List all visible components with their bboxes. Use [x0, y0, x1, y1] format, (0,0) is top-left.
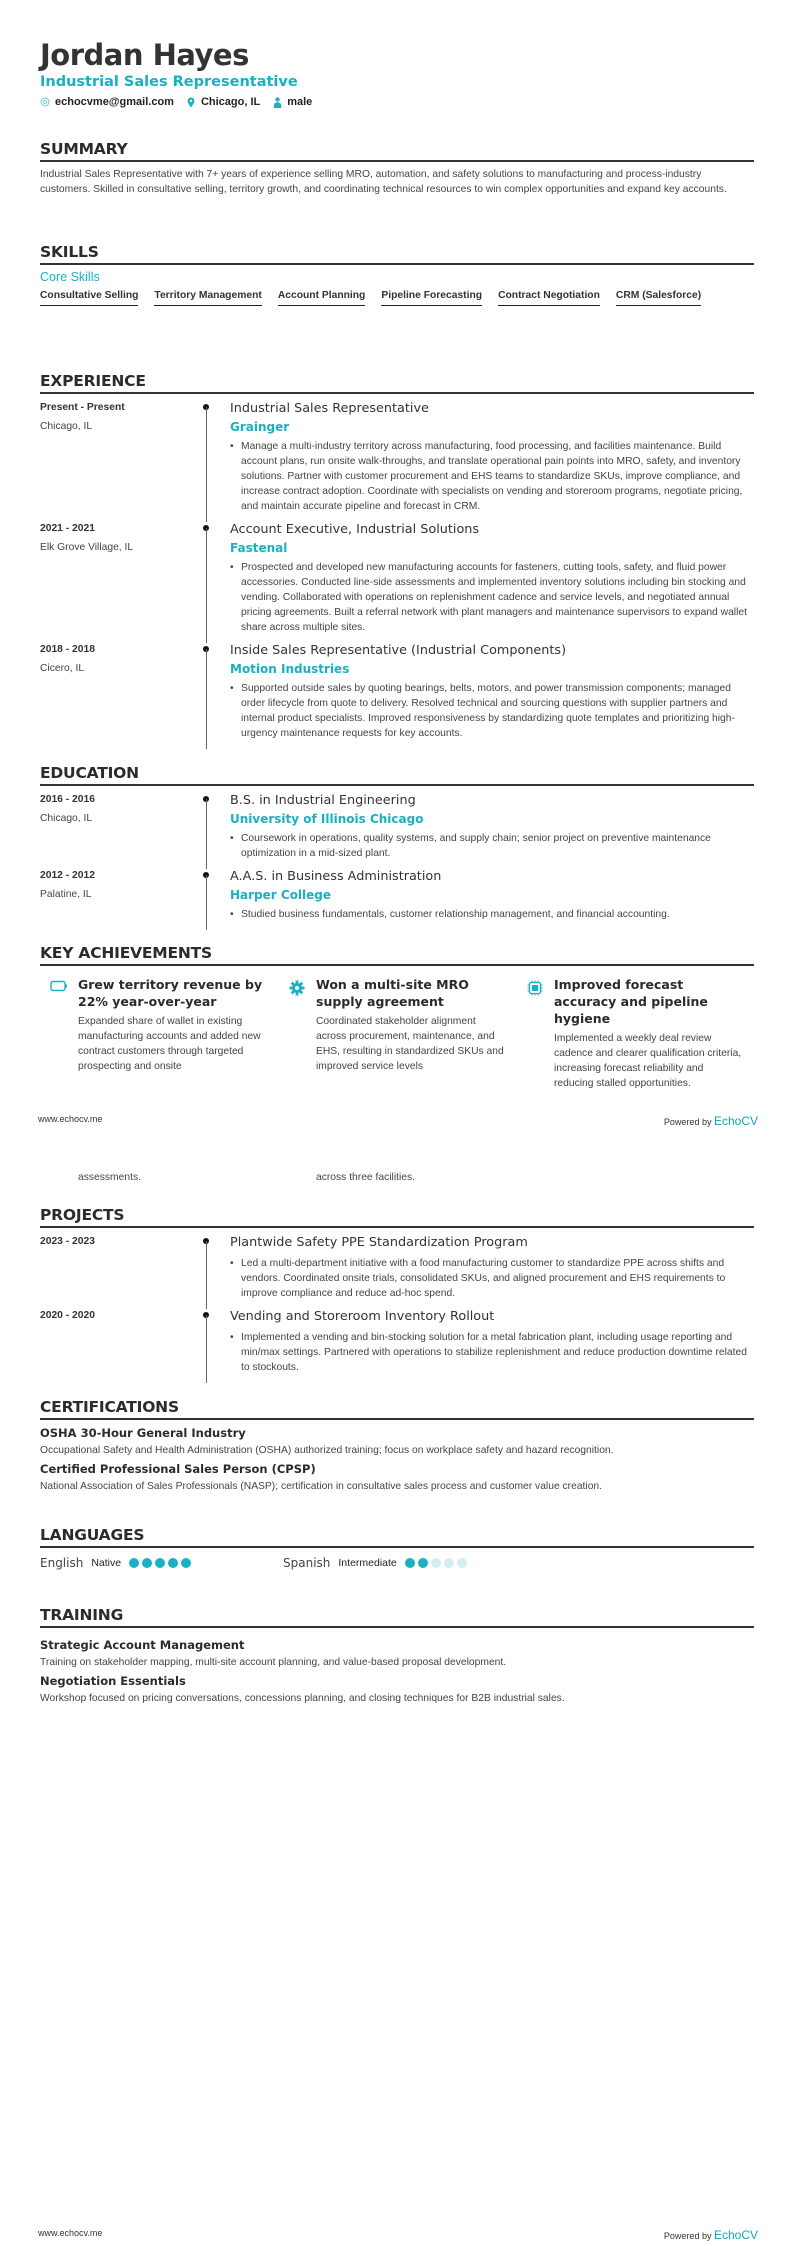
- timeline-marker: [202, 401, 230, 522]
- training-title: Negotiation Essentials: [40, 1674, 186, 1688]
- entry-role: Inside Sales Representative (Industrial Components): [230, 643, 567, 658]
- training-desc: Workshop focused on pricing conversations, concessions planning, and closing techniques for B2B industrial sales.: [40, 1693, 565, 1704]
- entry-bullet: • Supported outside sales by quoting bearings, belts, motors, and power transmission components; managed order lifecycle from quote to delivery. Resolved technical and sourcing questions with supplier partners and internal product specialists. Improved responsiveness by standardizing quote templates and prioritizing high-urgency maintenance requests for key accounts.: [230, 683, 735, 739]
- page-footer: [38, 2228, 758, 2242]
- entry-company: Motion Industries: [230, 662, 350, 676]
- contact-location-text: Chicago, IL: [200, 96, 261, 108]
- contact-email[interactable]: [40, 96, 174, 108]
- section-heading: CERTIFICATIONS: [40, 1398, 754, 1420]
- entry-bullet: • Prospected and developed new manufacturing accounts for fasteners, cutting tools, safety, and fluid power accessories. Conducted line-side assessments and implemented inventory solutions including bin stocking and vending. Collaborated with operations on replenishment cadence and service levels, and negotiated annual pricing agreements. Built a referral network with plant managers and maintenance supervisors to expand wallet share across multiple sites.: [230, 562, 747, 633]
- language-name: English: [40, 1556, 84, 1570]
- footer-powered: Powered by EchoCV: [663, 2228, 758, 2242]
- map-pin-icon: [186, 96, 196, 108]
- person-icon: [272, 96, 282, 108]
- achievement-desc: Implemented a weekly deal review cadence and clearer qualification criteria, increasing forecast reliability and reducing stalled opportunities.: [554, 1033, 742, 1089]
- proficiency-dots: [405, 1558, 467, 1568]
- language-item: [40, 1556, 283, 1570]
- achievements-section: [40, 944, 754, 1091]
- entry-location: Elk Grove Village, IL: [40, 542, 134, 553]
- entry-date: 2023 - 2023: [40, 1236, 95, 1247]
- entry-school: Harper College: [230, 888, 332, 902]
- skill-tag: Account Planning: [278, 290, 366, 306]
- footer-powered: Powered by EchoCV: [663, 1114, 758, 1128]
- entry-bullet: • Led a multi-department initiative with a food manufacturing customer to standardize PPE across shifts and vendors. Coordinated onsite trials, consolidated SKUs, and aligned procurement and EHS requirements to improve compliance and reduce ad-hoc spend.: [230, 1258, 726, 1299]
- summary-section: [40, 140, 754, 197]
- language-item: [283, 1556, 526, 1570]
- summary-text: Industrial Sales Representative with 7+ years of experience selling MRO, automation, and safety solutions to manufacturing and process-industry customers. Skilled in consultative selling, territory growth, and coordinating technical resources to win complex opportunities and expand key accounts.: [40, 169, 727, 195]
- skill-tag: Consultative Selling: [40, 290, 138, 306]
- entry-location: Palatine, IL: [40, 889, 92, 900]
- education-section: [40, 764, 754, 930]
- entry-degree: B.S. in Industrial Engineering: [230, 793, 416, 808]
- contact-location: [186, 96, 260, 108]
- contact-list: [40, 96, 754, 108]
- chip-icon: [516, 976, 554, 1091]
- experience-entry: [40, 522, 754, 643]
- skill-tag: CRM (Salesforce): [616, 290, 701, 306]
- resume-header: [40, 38, 754, 108]
- project-name: Vending and Storeroom Inventory Rollout: [230, 1309, 495, 1324]
- entry-date: 2021 - 2021: [40, 523, 95, 534]
- language-level: Native: [91, 1557, 122, 1569]
- cert-desc: Occupational Safety and Health Administration (OSHA) authorized training; focus on workplace safety and hazard recognition.: [40, 1445, 614, 1456]
- contact-gender: [272, 96, 312, 108]
- entry-company: Grainger: [230, 420, 290, 434]
- timeline-marker: [202, 522, 230, 643]
- timeline-marker: [202, 643, 230, 749]
- skill-tag: Contract Negotiation: [498, 290, 600, 306]
- timeline-marker: [202, 793, 230, 869]
- footer-website[interactable]: www.echocv.me: [38, 1114, 103, 1124]
- entry-company: Fastenal: [230, 541, 288, 555]
- section-heading: EXPERIENCE: [40, 372, 754, 394]
- section-heading: TRAINING: [40, 1606, 754, 1628]
- achievement-desc: Expanded share of wallet in existing manufacturing accounts and added new contract customers through targeted prospecting and onsite: [78, 1016, 261, 1072]
- language-level: Intermediate: [338, 1557, 397, 1569]
- experience-entry: [40, 401, 754, 522]
- skill-tag: Territory Management: [154, 290, 261, 306]
- timeline-marker: [202, 869, 230, 930]
- entry-date: Present - Present: [40, 402, 125, 413]
- training-section: [40, 1606, 754, 1704]
- gear-icon: [278, 976, 316, 1091]
- certifications-section: [40, 1398, 754, 1492]
- projects-section: [40, 1206, 754, 1383]
- entry-bullet: • Manage a multi-industry territory across manufacturing, food processing, and facilities maintenance. Build account plans, run onsite walk-throughs, and translate operational pain points into MRO, safety, and inventory solutions. Partner with customer procurement and EHS teams to standardize SKUs, improve compliance, and increase contract adoption. Coordinate with specialists on vending and storeroom programs, negotiate pricing, and maintain accurate pipeline and forecast in CRM.: [230, 441, 743, 512]
- contact-gender-text: male: [287, 96, 313, 108]
- achievement-desc-cont: across three facilities.: [316, 1172, 416, 1183]
- achievements-continuation: [40, 1166, 754, 1185]
- project-entry: [40, 1309, 754, 1383]
- project-name: Plantwide Safety PPE Standardization Program: [230, 1235, 528, 1250]
- contact-email-text: echocvme@gmail.com: [55, 96, 174, 108]
- cert-title: OSHA 30-Hour General Industry: [40, 1426, 246, 1440]
- cert-title: Certified Professional Sales Person (CPSP): [40, 1462, 316, 1476]
- achievement-card: [516, 976, 754, 1091]
- achievement-desc: Coordinated stakeholder alignment across procurement, maintenance, and EHS, resulting in standardized SKUs and improved service levels: [316, 1016, 504, 1072]
- entry-bullet: • Implemented a vending and bin-stocking solution for a metal fabrication plant, including usage reporting and min/max settings. Partnered with operations to stabilize replenishment and reduce production downtime related to stockouts.: [230, 1332, 747, 1373]
- skill-tag: Pipeline Forecasting: [381, 290, 482, 306]
- experience-entry: [40, 643, 754, 749]
- section-heading: EDUCATION: [40, 764, 754, 786]
- section-heading: LANGUAGES: [40, 1526, 754, 1548]
- skills-group-label: Core Skills: [40, 270, 100, 284]
- entry-location: Chicago, IL: [40, 813, 93, 824]
- training-title: Strategic Account Management: [40, 1638, 245, 1652]
- at-icon: [40, 96, 50, 108]
- timeline-marker: [202, 1235, 230, 1309]
- experience-section: [40, 372, 754, 749]
- achievement-card: [40, 976, 278, 1091]
- entry-date: 2020 - 2020: [40, 1310, 95, 1321]
- achievement-card: [278, 976, 516, 1091]
- section-heading: SUMMARY: [40, 140, 754, 162]
- section-heading: PROJECTS: [40, 1206, 754, 1228]
- section-heading: SKILLS: [40, 243, 754, 265]
- education-entry: [40, 793, 754, 869]
- proficiency-dots: [129, 1558, 191, 1568]
- training-desc: Training on stakeholder mapping, multi-site account planning, and value-based proposal development.: [40, 1657, 507, 1668]
- skills-list: [40, 290, 754, 306]
- achievement-title: Grew territory revenue by 22% year-over-year: [78, 977, 263, 1009]
- languages-section: [40, 1526, 754, 1570]
- entry-bullet: • Coursework in operations, quality systems, and supply chain; senior project on preventive maintenance optimization in a mid-sized plant.: [230, 833, 711, 859]
- battery-icon: [40, 976, 78, 1091]
- entry-bullet: • Studied business fundamentals, customer relationship management, and financial accounting.: [230, 909, 670, 920]
- education-entry: [40, 869, 754, 930]
- timeline-marker: [202, 1309, 230, 1383]
- project-entry: [40, 1235, 754, 1309]
- entry-role: Account Executive, Industrial Solutions: [230, 522, 480, 537]
- entry-location: Chicago, IL: [40, 421, 93, 432]
- entry-date: 2016 - 2016: [40, 794, 95, 805]
- entry-location: Cicero, IL: [40, 663, 85, 674]
- footer-brand: EchoCV: [713, 1114, 758, 1128]
- candidate-title: Industrial Sales Representative: [40, 74, 298, 90]
- skills-section: [40, 243, 754, 306]
- entry-date: 2018 - 2018: [40, 644, 95, 655]
- candidate-name: Jordan Hayes: [40, 38, 249, 72]
- entry-date: 2012 - 2012: [40, 870, 95, 881]
- footer-brand: EchoCV: [713, 2228, 758, 2242]
- achievement-desc-cont: assessments.: [78, 1172, 141, 1183]
- cert-desc: National Association of Sales Professionals (NASP); certification in consultative sales process and customer value creation.: [40, 1481, 603, 1492]
- footer-website[interactable]: www.echocv.me: [38, 2228, 103, 2238]
- achievement-title: Won a multi-site MRO supply agreement: [316, 977, 469, 1009]
- entry-role: Industrial Sales Representative: [230, 401, 429, 416]
- entry-degree: A.A.S. in Business Administration: [230, 869, 442, 884]
- section-heading: KEY ACHIEVEMENTS: [40, 944, 754, 966]
- achievement-title: Improved forecast accuracy and pipeline hygiene: [554, 977, 708, 1026]
- entry-school: University of Illinois Chicago: [230, 812, 424, 826]
- language-name: Spanish: [283, 1556, 331, 1570]
- page-footer: [38, 1114, 758, 1128]
